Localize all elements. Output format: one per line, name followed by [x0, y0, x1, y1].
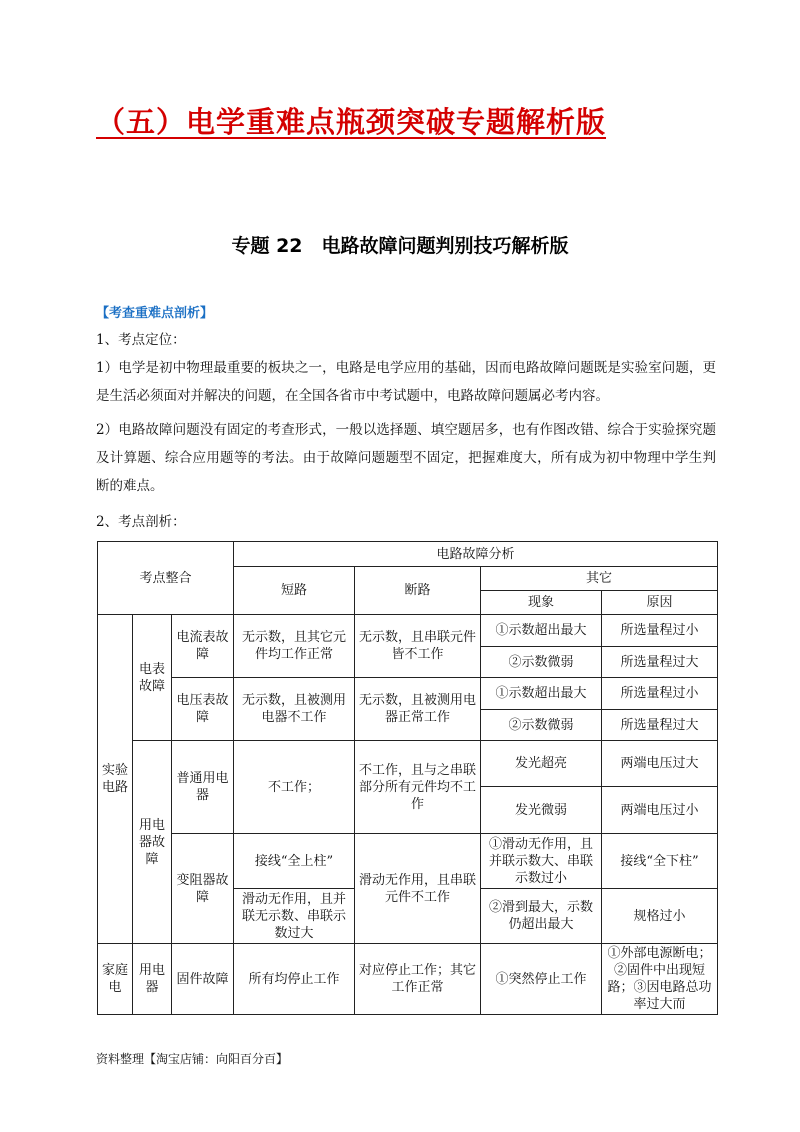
rheostat-open: 滑动无作用，且串联元件不工作 — [355, 834, 481, 944]
header-phenomenon: 现象 — [481, 591, 602, 615]
header-other: 其它 — [481, 567, 718, 591]
voltmeter-open: 无示数，且被测用电器正常工作 — [355, 678, 481, 741]
paragraph-2: 1）电学是初中物理最重要的板块之一，电路是电学应用的基础，因而电路故障问题既是实验室问题，更是生活必须面对并解决的问题，在全国各省市中考试题中，电路故障问题属必考内容。 — [96, 360, 716, 404]
common-short: 不工作； — [234, 741, 355, 834]
paragraph-1: 1、考点定位： — [96, 332, 186, 348]
header-open: 断路 — [355, 567, 481, 615]
fixed-part-label: 固件故障 — [172, 944, 234, 1015]
paragraph-4: 2、考点剖析： — [96, 514, 186, 530]
voltmeter-phenomenon-1: ①示数超出最大 — [481, 678, 602, 710]
header-analysis: 电路故障分析 — [234, 542, 718, 567]
rheostat-short-2: 滑动无作用，且并联无示数、串联示数过大 — [234, 889, 355, 944]
fixed-short: 所有均停止工作 — [234, 944, 355, 1015]
voltmeter-cause-1: 所选量程过小 — [602, 678, 718, 710]
voltmeter-short: 无示数，且被测用电器不工作 — [234, 678, 355, 741]
common-cause-2: 两端电压过小 — [602, 787, 718, 834]
lab-circuit-label: 实验电路 — [98, 615, 133, 944]
ammeter-short: 无示数，且其它元件均工作正常 — [234, 615, 355, 678]
ammeter-cause-2: 所选量程过大 — [602, 647, 718, 678]
voltmeter-phenomenon-2: ②示数微弱 — [481, 710, 602, 741]
ammeter-phenomenon-2: ②示数微弱 — [481, 647, 602, 678]
common-open: 不工作，且与之串联部分所有元件均不工作 — [355, 741, 481, 834]
rheostat-label: 变阻器故障 — [172, 834, 234, 944]
fixed-phenomenon: ①突然停止工作 — [481, 944, 602, 1015]
section-heading: 【考查重难点剖析】 — [96, 306, 214, 321]
common-phenomenon-2: 发光微弱 — [481, 787, 602, 834]
home-circuit-label: 家庭电 — [98, 944, 133, 1015]
footer-note: 资料整理【淘宝店铺：向阳百分百】 — [96, 1052, 289, 1066]
analysis-table — [97, 541, 718, 1015]
common-phenomenon-1: 发光超亮 — [481, 741, 602, 787]
paragraph-3: 2）电路故障问题没有固定的考查形式，一般以选择题、填空题居多，也有作图改错、综合于实验探究题及计算题、综合应用题等的考法。由于故障问题题型不固定，把握难度大，所有成为初中物理中学生判断的难点。 — [96, 422, 716, 494]
header-topic: 考点整合 — [98, 542, 234, 615]
appliance-fault-label: 用电器故障 — [133, 741, 172, 944]
header-cause: 原因 — [602, 591, 718, 615]
ammeter-label: 电流表故障 — [172, 615, 234, 678]
rheostat-cause-1: 接线“全下柱” — [602, 834, 718, 889]
fixed-cause: ①外部电源断电；②固件中出现短路；③因电路总功率过大而 — [602, 944, 718, 1015]
rheostat-short-1: 接线“全上柱” — [234, 834, 355, 889]
common-appliance-label: 普通用电器 — [172, 741, 234, 834]
rheostat-phenomenon-1: ①滑动无作用，且并联示数大、串联示数过小 — [481, 834, 602, 889]
ammeter-cause-1: 所选量程过小 — [602, 615, 718, 647]
fixed-open: 对应停止工作；其它工作正常 — [355, 944, 481, 1015]
ammeter-phenomenon-1: ①示数超出最大 — [481, 615, 602, 647]
series-banner: （五）电学重难点瓶颈突破专题解析版 — [96, 105, 607, 139]
page-title: 专题 22 电路故障问题判别技巧解析版 — [231, 235, 569, 257]
common-cause-1: 两端电压过大 — [602, 741, 718, 787]
rheostat-phenomenon-2: ②滑到最大，示数仍超出最大 — [481, 889, 602, 944]
rheostat-cause-2: 规格过小 — [602, 889, 718, 944]
meter-fault-label: 电表故障 — [133, 615, 172, 741]
voltmeter-label: 电压表故障 — [172, 678, 234, 741]
header-short: 短路 — [234, 567, 355, 615]
ammeter-open: 无示数，且串联元件皆不工作 — [355, 615, 481, 678]
voltmeter-cause-2: 所选量程过大 — [602, 710, 718, 741]
home-appliance-label: 用电器 — [133, 944, 172, 1015]
